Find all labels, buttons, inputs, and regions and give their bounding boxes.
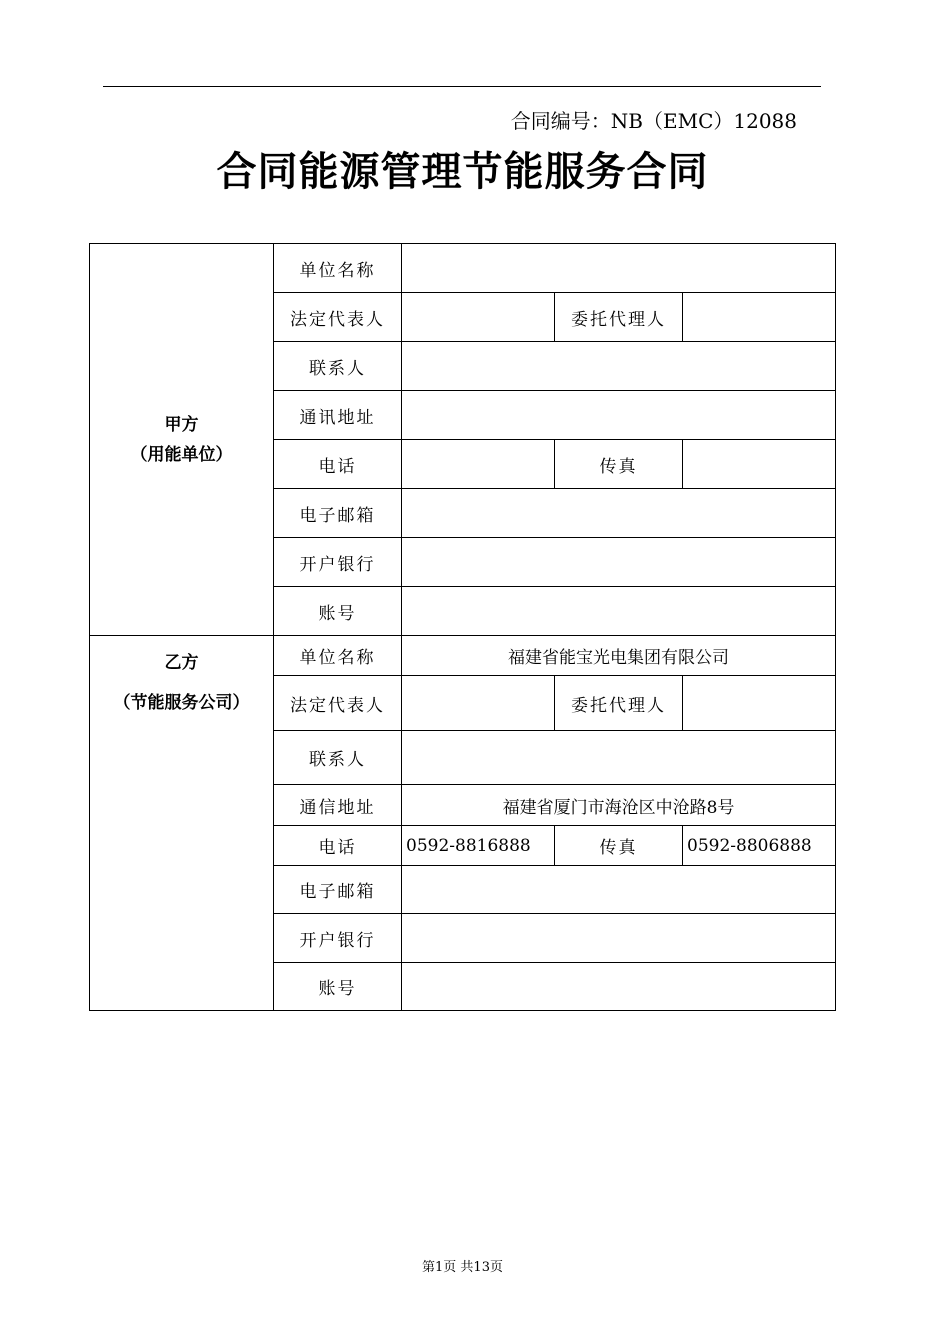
party-a-address-field[interactable] [402,391,836,440]
party-a-email-label: 电子邮箱 [274,489,402,538]
party-b-fax-label: 传真 [555,826,683,866]
party-a-bank-field[interactable] [402,538,836,587]
contract-number [511,105,797,134]
party-b-unit-name-field[interactable]: 福建省能宝光电集团有限公司 [402,636,836,676]
party-b-phone-label: 电话 [274,826,402,866]
party-a-phone-field[interactable] [402,440,555,489]
party-b-row-unit-name [90,636,836,676]
party-a-unit-name-label: 单位名称 [274,244,402,293]
party-a-agent-field[interactable] [683,293,836,342]
party-a-agent-label: 委托代理人 [555,293,683,342]
party-b-address-label: 通信地址 [274,785,402,826]
party-b-legal-rep-field[interactable] [402,676,555,731]
party-b-agent-field[interactable] [683,676,836,731]
party-b-email-field[interactable] [402,866,836,914]
party-b-contact-field[interactable] [402,731,836,785]
party-b-agent-label: 委托代理人 [555,676,683,731]
party-a-row-unit-name [90,244,836,293]
party-b-account-field[interactable] [402,963,836,1011]
party-a-email-field[interactable] [402,489,836,538]
party-a-contact-field[interactable] [402,342,836,391]
party-a-cell [90,244,274,636]
party-b-name: 乙方 [164,653,199,673]
parties-table [89,243,836,1011]
party-a-bank-label: 开户银行 [274,538,402,587]
party-a-name: 甲方 [164,414,199,435]
party-b-phone-field[interactable]: 0592-8816888 [402,826,555,866]
party-b-address-field[interactable]: 福建省厦门市海沧区中沧路8号 [402,785,836,826]
party-a-legal-rep-field[interactable] [402,293,555,342]
party-b-account-label: 账号 [274,963,402,1011]
party-a-fax-field[interactable] [683,440,836,489]
party-a-fax-label: 传真 [555,440,683,489]
party-b-role: （节能服务公司） [113,693,250,713]
party-a-phone-label: 电话 [274,440,402,489]
party-a-account-field[interactable] [402,587,836,636]
party-a-account-label: 账号 [274,587,402,636]
party-a-address-label: 通讯地址 [274,391,402,440]
party-b-fax-field[interactable]: 0592-8806888 [683,826,836,866]
party-a-legal-rep-label: 法定代表人 [274,293,402,342]
party-b-cell [90,636,274,1011]
party-b-bank-field[interactable] [402,914,836,963]
party-b-email-label: 电子邮箱 [274,866,402,914]
page-footer: 第1页 共13页 [422,1260,503,1275]
party-b-legal-rep-label: 法定代表人 [274,676,402,731]
header-rule [103,86,821,87]
party-b-bank-label: 开户银行 [274,914,402,963]
document-title: 合同能源管理节能服务合同 [216,149,709,195]
party-b-unit-name-label: 单位名称 [274,636,402,676]
party-a-role: （用能单位） [130,444,233,465]
party-a-contact-label: 联系人 [274,342,402,391]
party-a-unit-name-field[interactable] [402,244,836,293]
contract-number-value: NB（EMC）12088 [610,109,797,133]
party-b-contact-label: 联系人 [274,731,402,785]
contract-number-label: 合同编号： [510,109,611,133]
